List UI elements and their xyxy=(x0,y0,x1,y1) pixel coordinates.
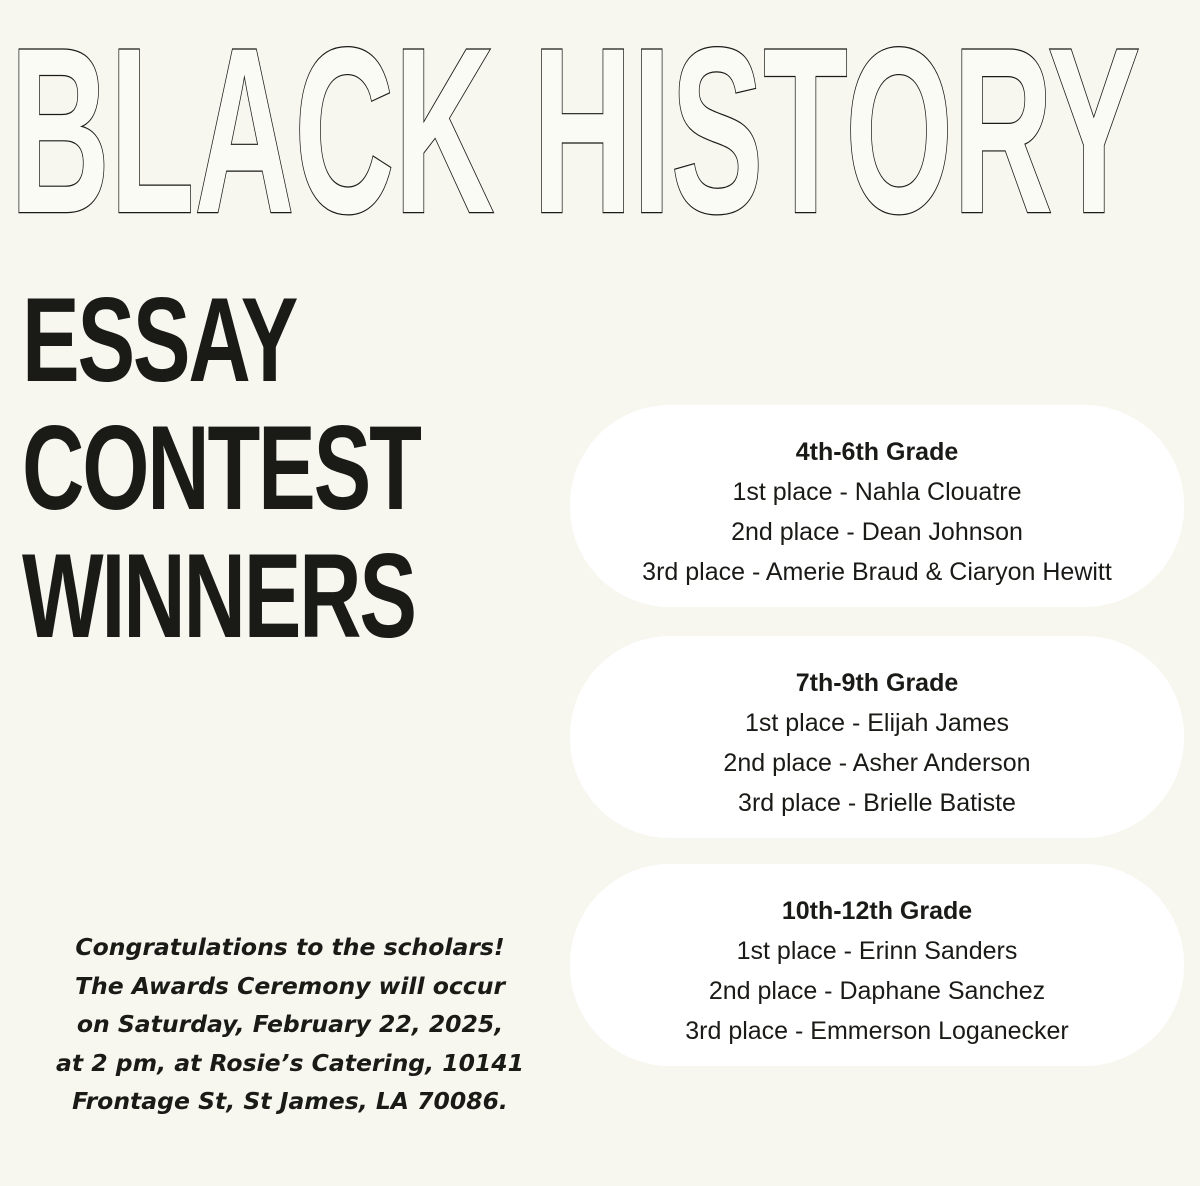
winner-first-place: 1st place - Elijah James xyxy=(744,709,1009,737)
grade-card-7th-9th xyxy=(570,636,1184,838)
subtitle-line-essay: ESSAY xyxy=(22,273,297,407)
page-subtitle xyxy=(22,273,420,663)
winner-second-place: 2nd place - Asher Anderson xyxy=(723,749,1031,777)
winner-second-place: 2nd place - Daphane Sanchez xyxy=(708,977,1046,1005)
grade-title: 4th-6th Grade xyxy=(795,438,959,466)
winner-second-place: 2nd place - Dean Johnson xyxy=(731,518,1023,546)
ceremony-announcement xyxy=(30,928,550,1121)
announcement-line: Frontage St, St James, LA 70086. xyxy=(72,1087,508,1115)
winner-third-place: 3rd place - Amerie Braud & Ciaryon Hewitt xyxy=(642,558,1112,586)
headline xyxy=(0,0,1200,260)
announcement-line: The Awards Ceremony will occur xyxy=(74,971,506,1000)
subtitle-line-winners: WINNERS xyxy=(22,529,415,663)
announcement-line: at 2 pm, at Rosie’s Catering, 10141 xyxy=(56,1048,524,1077)
winner-third-place: 3rd place - Emmerson Loganecker xyxy=(685,1017,1069,1045)
headline-outline-text xyxy=(0,0,1200,260)
headline-text: BLACK HISTORY xyxy=(10,0,1140,260)
grade-card-4th-6th xyxy=(570,405,1184,607)
grade-card-10th-12th xyxy=(570,864,1184,1066)
subtitle-line-contest: CONTEST xyxy=(22,401,420,535)
announcement-line: on Saturday, February 22, 2025, xyxy=(76,1010,504,1038)
grade-title: 10th-12th Grade xyxy=(781,897,973,925)
winner-first-place: 1st place - Nahla Clouatre xyxy=(732,478,1022,506)
winner-first-place: 1st place - Erinn Sanders xyxy=(736,937,1018,965)
announcement-line: Congratulations to the scholars! xyxy=(75,933,505,961)
grade-title: 7th-9th Grade xyxy=(795,669,959,697)
winner-third-place: 3rd place - Brielle Batiste xyxy=(738,789,1016,817)
